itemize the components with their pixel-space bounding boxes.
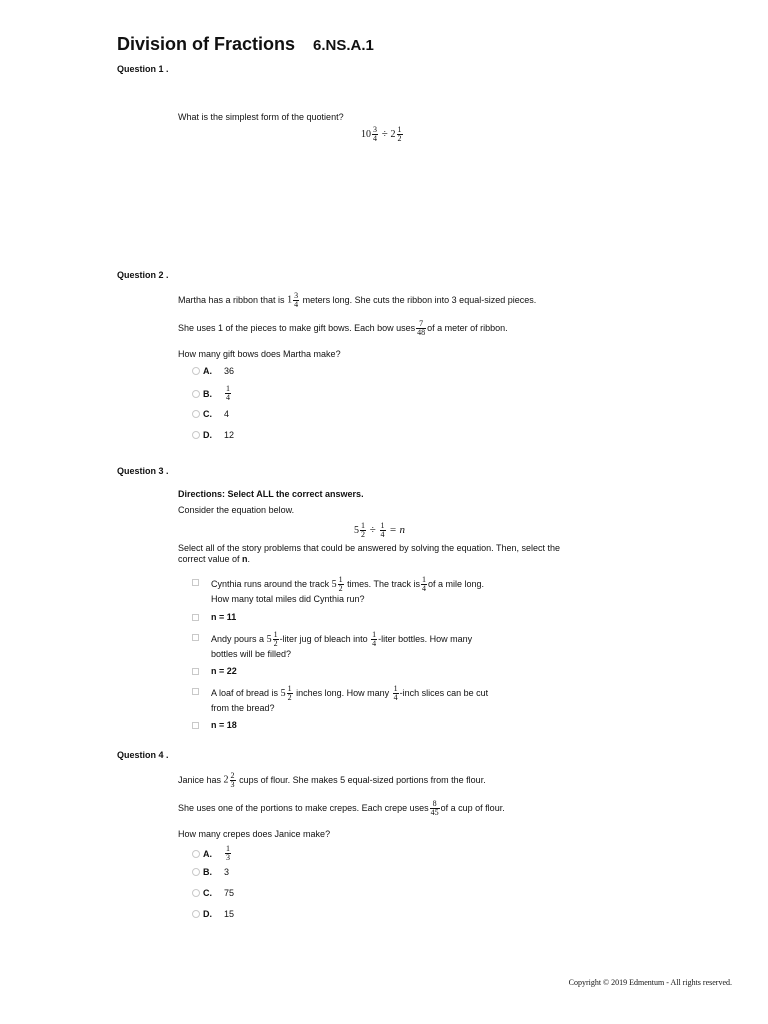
question-1-text: What is the simplest form of the quotient?: [178, 112, 344, 122]
q4-choice-a[interactable]: A. $\frac{1}{3}$: [192, 845, 232, 862]
page-title: Division of Fractions: [117, 34, 296, 54]
copyright-notice: Copyright © 2019 Edmentum - All rights reserved.: [568, 978, 732, 987]
fraction: $\frac{1}{2}$: [338, 575, 343, 593]
fraction: $\frac{1}{4}$: [393, 684, 398, 702]
mixed-whole: 10: [361, 129, 371, 140]
question-2-sentence-1: Martha has a ribbon that is 1 $\frac{3}{4}$ meters long. She cuts the ribbon into 3 equal-sized pieces.: [178, 291, 537, 309]
checkbox-icon[interactable]: [192, 688, 199, 695]
checkbox-icon[interactable]: [192, 614, 199, 621]
question-3-equation: 5 $\frac{1}{2}$ ÷ $\frac{1}{4}$ = n: [354, 521, 405, 539]
radio-icon[interactable]: [192, 390, 200, 398]
checkbox-icon[interactable]: [192, 668, 199, 675]
question-2-sentence-2: She uses 1 of the pieces to make gift bows. Each bow uses $\frac{7}{48}$ of a meter of ribbon.: [178, 319, 508, 337]
question-1-label: Question 1 .: [117, 64, 169, 74]
q2-choice-a[interactable]: A. 36: [192, 366, 234, 376]
radio-icon[interactable]: [192, 910, 200, 918]
q4-choice-c[interactable]: C. 75: [192, 888, 234, 898]
q4-choice-d[interactable]: D. 15: [192, 909, 234, 919]
question-4-sentence-1: Janice has 2 $\frac{2}{3}$ cups of flour. She makes 5 equal-sized portions from the flour.: [178, 771, 486, 789]
question-4-question: How many crepes does Janice make?: [178, 829, 331, 839]
question-1-prompt: [178, 112, 598, 123]
question-2-question: How many gift bows does Martha make?: [178, 349, 341, 359]
fraction: $\frac{1}{4}$: [226, 384, 230, 402]
fraction: $\frac{3}{4}$: [373, 125, 377, 143]
checkbox-icon[interactable]: [192, 722, 199, 729]
fraction: $\frac{1}{3}$: [226, 844, 230, 862]
fraction: $\frac{1}{2}$: [273, 630, 278, 648]
mixed-whole: 2: [390, 129, 396, 140]
fraction: $\frac{2}{3}$: [230, 771, 235, 789]
fraction: $\frac{7}{48}$: [417, 319, 426, 337]
radio-icon[interactable]: [192, 889, 200, 897]
q3-option-n18[interactable]: n = 18: [192, 719, 237, 731]
question-2-label: Question 2 .: [117, 270, 169, 280]
radio-icon[interactable]: [192, 431, 200, 439]
q2-choice-c[interactable]: C. 4: [192, 409, 229, 419]
checkbox-icon[interactable]: [192, 579, 199, 586]
fraction: $\frac{1}{4}$: [372, 630, 377, 648]
fraction: $\frac{1}{2}$: [287, 684, 292, 702]
radio-icon[interactable]: [192, 868, 200, 876]
checkbox-icon[interactable]: [192, 634, 199, 641]
radio-icon[interactable]: [192, 850, 200, 858]
header: [117, 34, 374, 55]
fraction: $\frac{3}{4}$: [294, 291, 299, 309]
question-3-label: Question 3 .: [117, 466, 169, 476]
q2-choice-b[interactable]: B. $\frac{1}{4}$: [192, 385, 232, 402]
standard-code: 6.NS.A.1: [313, 37, 374, 54]
q3-option-n11[interactable]: n = 11: [192, 611, 236, 623]
q4-choice-b[interactable]: B. 3: [192, 867, 229, 877]
question-4-label: Question 4 .: [117, 750, 169, 760]
q2-choice-d[interactable]: D. 12: [192, 430, 234, 440]
fraction: $\frac{1}{2}$: [361, 521, 365, 539]
question-3-instructions: Select all of the story problems that could be answered by solving the equation. Then, select the correct value of n.: [178, 543, 561, 564]
radio-icon[interactable]: [192, 410, 200, 418]
question-3-consider: Consider the equation below.: [178, 505, 295, 515]
q3-option-n22[interactable]: n = 22: [192, 665, 237, 677]
question-3-directions: Directions: Select ALL the correct answers.: [178, 489, 364, 499]
radio-icon[interactable]: [192, 367, 200, 375]
q3-option-bread[interactable]: A loaf of bread is 5 $\frac{1}{2}$ inches long. How many $\frac{1}{4}$ -inch slices can be cut from the bread?: [192, 685, 488, 714]
fraction: $\frac{1}{4}$: [421, 575, 426, 593]
q3-option-cynthia[interactable]: Cynthia runs around the track 5 $\frac{1}{2}$ times. The track is $\frac{1}{4}$ of a mile long. How many total miles did Cynthia run?: [192, 576, 484, 605]
question-4-sentence-2: She uses one of the portions to make crepes. Each crepe uses $\frac{8}{45}$ of a cup of flour.: [178, 799, 505, 817]
fraction: $\frac{8}{45}$: [430, 799, 439, 817]
fraction: $\frac{1}{4}$: [380, 521, 385, 539]
question-1-expression: [361, 126, 404, 143]
q3-option-andy[interactable]: Andy pours a 5 $\frac{1}{2}$ -liter jug of bleach into $\frac{1}{4}$ -liter bottles. How many bottles will be filled?: [192, 631, 472, 660]
fraction: $\frac{1}{2}$: [397, 125, 402, 143]
divide-operator: ÷: [381, 128, 388, 141]
